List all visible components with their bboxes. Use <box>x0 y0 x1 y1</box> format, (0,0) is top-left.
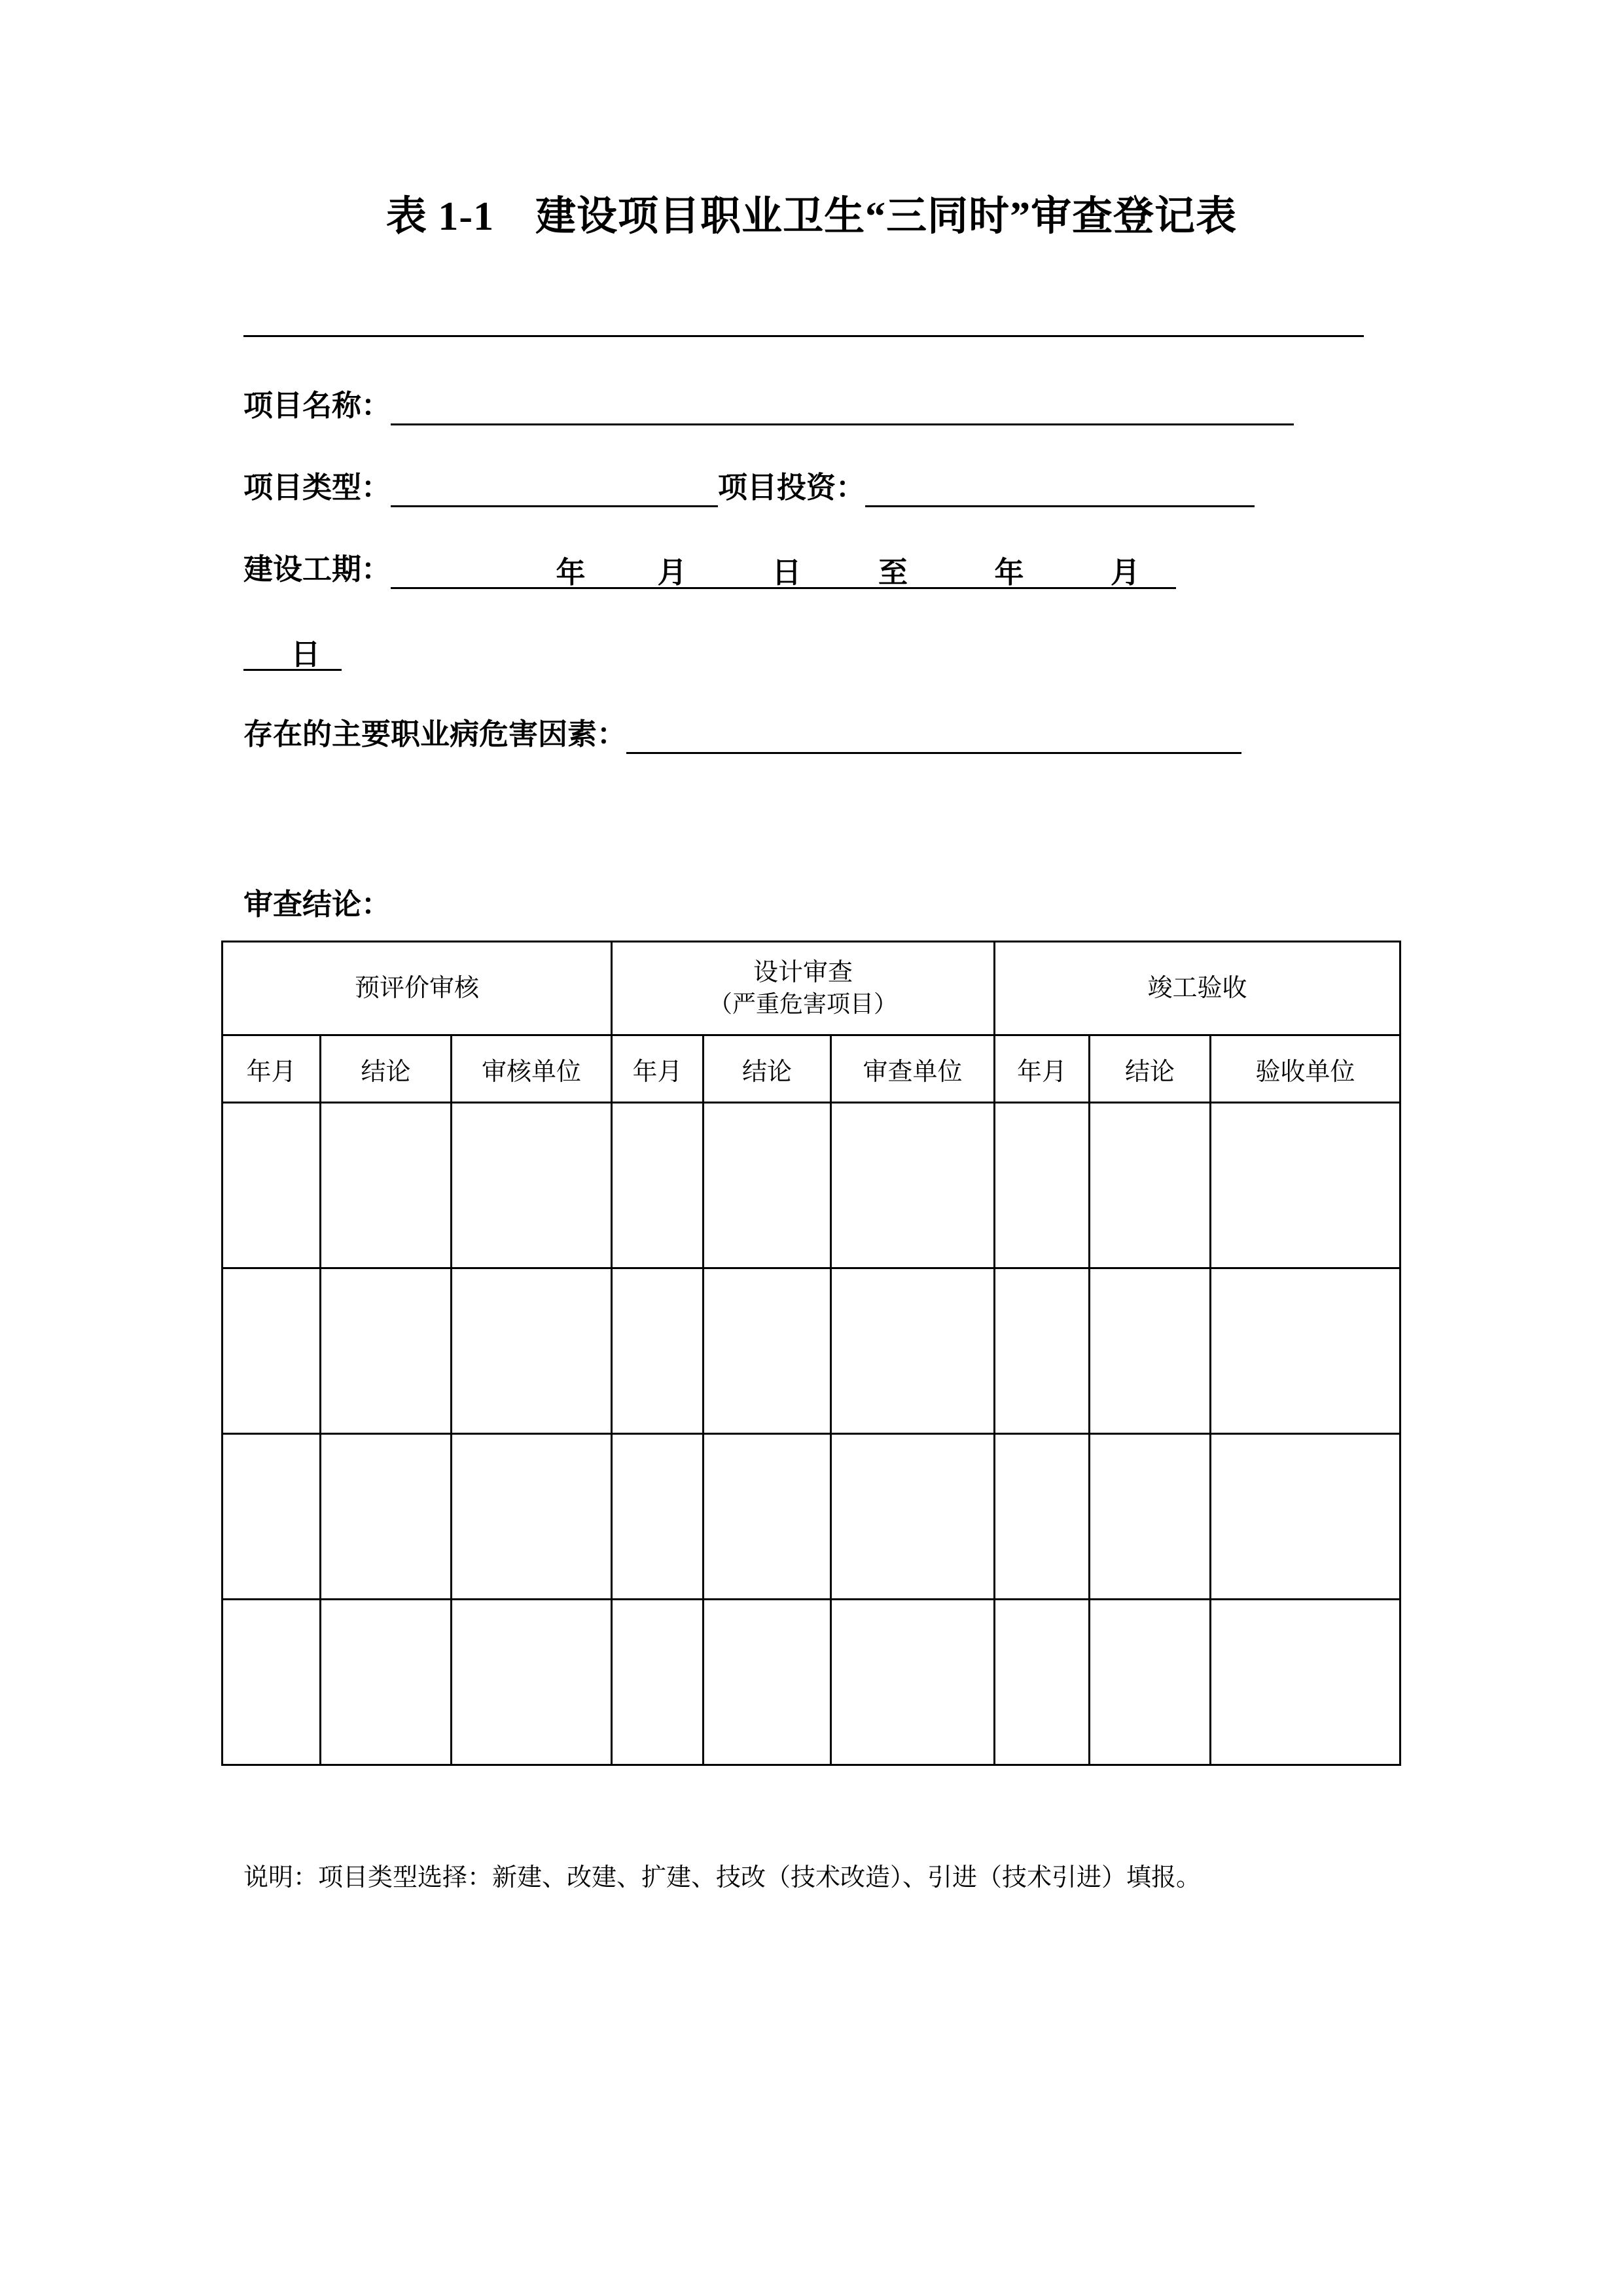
project-type-input[interactable] <box>391 471 718 507</box>
table-cell[interactable] <box>1090 1434 1211 1600</box>
table-cell[interactable] <box>704 1268 831 1434</box>
column-header-5: 审查单位 <box>831 1035 995 1103</box>
period-end-day-input[interactable] <box>243 635 270 671</box>
construction-period-label: 建设工期： <box>243 553 391 586</box>
table-cell[interactable] <box>704 1600 831 1765</box>
table-cell[interactable] <box>831 1268 995 1434</box>
column-header-4: 结论 <box>704 1035 831 1103</box>
table-cell[interactable] <box>452 1434 612 1600</box>
table-cell[interactable] <box>831 1103 995 1268</box>
table-cell[interactable] <box>1211 1103 1400 1268</box>
field-project-name <box>243 386 1294 425</box>
period-start-year-input[interactable] <box>391 553 528 589</box>
project-investment-label: 项目投资： <box>718 471 866 504</box>
table-row <box>223 1268 1400 1434</box>
table-cell[interactable] <box>321 1434 452 1600</box>
group-header-pre-evaluation <box>223 942 612 1035</box>
table-group-header-row <box>223 942 1400 1035</box>
table-row <box>223 1103 1400 1268</box>
table-cell[interactable] <box>995 1600 1090 1765</box>
table-cell[interactable] <box>704 1103 831 1268</box>
table-cell[interactable] <box>831 1434 995 1600</box>
period-end-month-unit: 月 <box>1075 553 1176 589</box>
group-header-completion-acceptance <box>995 942 1400 1035</box>
field-construction-period-cont <box>243 632 342 671</box>
period-start-year-unit: 年 <box>528 553 613 589</box>
table-cell[interactable] <box>321 1103 452 1268</box>
table-cell[interactable] <box>1211 1434 1400 1600</box>
column-header-3: 年月 <box>612 1035 704 1103</box>
field-project-type-investment <box>243 468 1255 507</box>
review-table <box>221 941 1401 1766</box>
table-cell[interactable] <box>612 1103 704 1268</box>
table-cell[interactable] <box>612 1434 704 1600</box>
column-header-2: 审核单位 <box>452 1035 612 1103</box>
group-header-completion-acceptance-title: 竣工验收 <box>1147 975 1247 1002</box>
table-cell[interactable] <box>223 1103 321 1268</box>
table-cell[interactable] <box>1211 1600 1400 1765</box>
hazard-factors-label: 存在的主要职业病危害因素： <box>243 718 627 751</box>
hazard-factors-input[interactable] <box>626 718 1241 754</box>
table-cell[interactable] <box>1090 1600 1211 1765</box>
table-cell[interactable] <box>321 1268 452 1434</box>
group-header-design-review-title: 设计审查 <box>753 959 853 986</box>
table-cell[interactable] <box>995 1434 1090 1600</box>
table-cell[interactable] <box>831 1600 995 1765</box>
table-column-header-row <box>223 1035 1400 1103</box>
field-construction-period <box>243 550 1176 589</box>
table-row <box>223 1434 1400 1600</box>
project-investment-input[interactable] <box>865 471 1255 507</box>
table-cell[interactable] <box>452 1103 612 1268</box>
column-header-7: 结论 <box>1090 1035 1211 1103</box>
column-header-6: 年月 <box>995 1035 1090 1103</box>
table-cell[interactable] <box>612 1268 704 1434</box>
table-cell[interactable] <box>995 1268 1090 1434</box>
project-name-label: 项目名称： <box>243 389 391 422</box>
table-cell[interactable] <box>1090 1268 1211 1434</box>
conclusion-section-label: 审查结论： <box>243 888 391 921</box>
column-header-0: 年月 <box>223 1035 321 1103</box>
table-cell[interactable] <box>223 1434 321 1600</box>
table-cell[interactable] <box>223 1268 321 1434</box>
table-cell[interactable] <box>452 1600 612 1765</box>
table-note: 说明：项目类型选择：新建、改建、扩建、技改（技术改造）、引进（技术引进）填报。 <box>243 1864 1202 1892</box>
period-start-day-unit: 日 <box>731 553 842 589</box>
column-header-8: 验收单位 <box>1211 1035 1400 1103</box>
table-row <box>223 1600 1400 1765</box>
page-title: 表 1-1 建设项目职业卫生“三同时”审查登记表 <box>385 194 1238 239</box>
table-cell[interactable] <box>704 1434 831 1600</box>
table-cell[interactable] <box>1211 1268 1400 1434</box>
period-end-day-unit: 日 <box>270 635 342 671</box>
column-header-1: 结论 <box>321 1035 452 1103</box>
table-cell[interactable] <box>612 1600 704 1765</box>
period-start-month-unit: 月 <box>613 553 731 589</box>
group-header-design-review <box>612 942 995 1035</box>
field-hazard-factors <box>243 715 1241 754</box>
period-to-separator: 至 <box>842 553 944 589</box>
header-divider <box>243 335 1364 337</box>
group-header-design-review-subtitle: （严重危害项目） <box>709 991 898 1017</box>
project-type-label: 项目类型： <box>243 471 391 504</box>
table-cell[interactable] <box>452 1268 612 1434</box>
project-name-input[interactable] <box>391 389 1294 425</box>
table-cell[interactable] <box>995 1103 1090 1268</box>
table-cell[interactable] <box>321 1600 452 1765</box>
group-header-pre-evaluation-title: 预评价审核 <box>355 975 480 1002</box>
table-cell[interactable] <box>1090 1103 1211 1268</box>
table-cell[interactable] <box>223 1600 321 1765</box>
period-end-year-unit: 年 <box>944 553 1075 589</box>
